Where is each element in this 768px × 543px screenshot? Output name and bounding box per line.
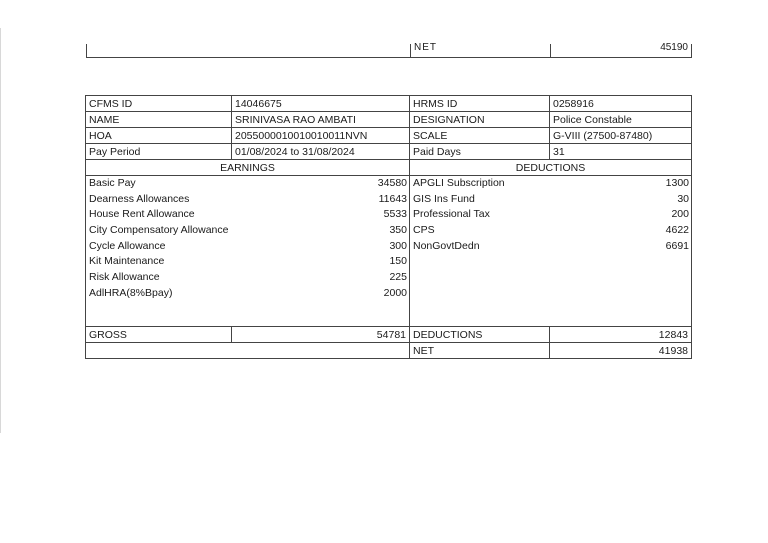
item-name: Kit Maintenance [89,255,165,268]
deduction-item [410,192,691,208]
item-amount: 225 [389,271,407,284]
item-name: Basic Pay [89,177,136,189]
scale-value: G-VIII (27500-87480) [550,128,692,144]
pay-period-value: 01/08/2024 to 31/08/2024 [232,144,410,160]
header-row [86,112,692,128]
header-row [86,128,692,144]
item-amount: 150 [389,255,407,268]
earning-item [86,207,409,223]
item-amount: 6691 [665,239,689,252]
line-items-row [86,176,692,327]
net-spacer [86,343,410,359]
item-name: Professional Tax [413,208,490,221]
item-name: Cycle Allowance [89,239,166,252]
paid-days-value: 31 [550,144,692,160]
strip-net-label: NET [414,42,437,53]
hoa-value: 2055000010010010011NVN [232,128,410,144]
net-row [86,343,692,359]
earnings-list-cell [86,176,410,327]
strip-divider [550,44,551,57]
deduction-item [410,239,691,255]
item-amount: 11643 [378,192,407,205]
earning-item [86,254,409,270]
hrms-id-value: 0258916 [550,96,692,112]
item-amount: 1300 [665,177,689,189]
deductions-list [410,176,691,254]
item-amount: 350 [389,224,407,237]
deductions-title: DEDUCTIONS [410,160,692,176]
designation-value: Police Constable [550,112,692,128]
total-deductions-value: 12843 [550,327,692,343]
earning-item [86,270,409,286]
item-name: House Rent Allowance [89,208,195,221]
earning-item [86,192,409,208]
item-name: Dearness Allowances [89,192,190,205]
hoa-label: HOA [86,128,232,144]
header-row [86,144,692,160]
totals-row [86,327,692,343]
strip-net-value: 45190 [660,42,688,53]
earnings-list [86,176,409,302]
item-name: City Compensatory Allowance [89,224,229,237]
hrms-id-label: HRMS ID [410,96,550,112]
item-amount: 200 [671,208,689,221]
deductions-list-cell [410,176,692,327]
strip-divider [410,44,411,57]
item-amount: 4622 [665,224,689,237]
name-value: SRINIVASA RAO AMBATI [232,112,410,128]
gross-value: 54781 [232,327,410,343]
item-name: NonGovtDedn [413,239,480,252]
pay-period-label: Pay Period [86,144,232,160]
pay-slip-table [85,95,692,359]
total-deductions-label: DEDUCTIONS [410,327,550,343]
paid-days-label: Paid Days [410,144,550,160]
cfms-id-label: CFMS ID [86,96,232,112]
item-amount: 34580 [377,177,407,189]
item-name: Risk Allowance [89,271,160,284]
earning-item [86,286,409,302]
page-edge [0,28,1,433]
deduction-item [410,176,691,192]
earnings-title: EARNINGS [86,160,410,176]
scale-label: SCALE [410,128,550,144]
gross-label: GROSS [86,327,232,343]
header-row [86,96,692,112]
earning-item [86,239,409,255]
designation-label: DESIGNATION [410,112,550,128]
item-amount: 2000 [383,286,407,299]
item-amount: 5533 [383,208,407,221]
net-value: 41938 [550,343,692,359]
item-name: AdlHRA(8%Bpay) [89,286,173,299]
section-title-row [86,160,692,176]
previous-slip-strip [86,44,692,58]
cfms-id-value: 14046675 [232,96,410,112]
item-amount: 30 [677,192,689,205]
name-label: NAME [86,112,232,128]
net-label: NET [410,343,550,359]
item-name: CPS [413,224,435,237]
earning-item [86,176,409,192]
deduction-item [410,223,691,239]
deduction-item [410,207,691,223]
item-name: APGLI Subscription [413,177,505,189]
item-name: GIS Ins Fund [413,192,475,205]
item-amount: 300 [389,239,407,252]
earning-item [86,223,409,239]
